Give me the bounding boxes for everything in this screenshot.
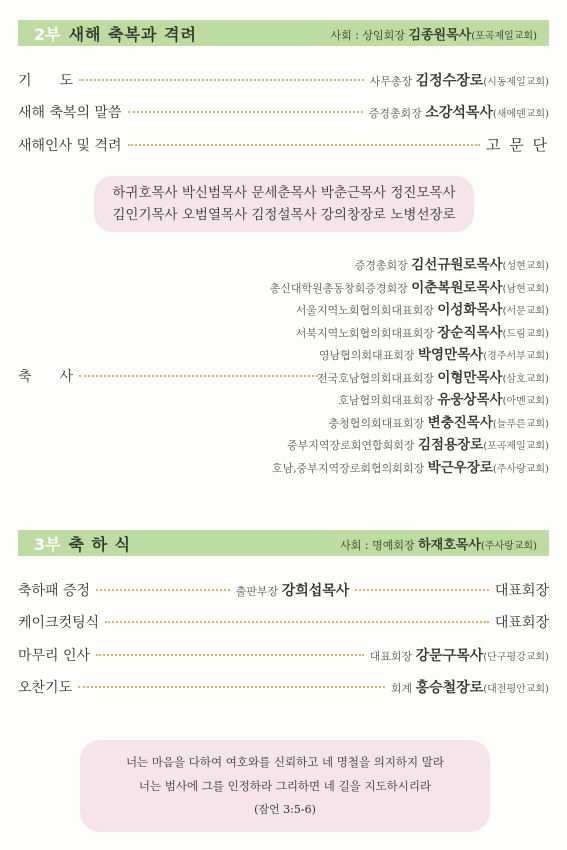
program-recipient: 대표회장 — [494, 583, 550, 599]
program-presenter: 출판부장 강희섭목사 — [235, 583, 350, 599]
program-row-blessing — [18, 102, 549, 122]
program-person: 회계 홍승철장로(대전평안교회) — [390, 680, 549, 696]
congrats-label: 축 사 — [18, 369, 74, 385]
program-recipient: 대표회장 — [494, 615, 549, 631]
list-item: 호남협의회대표회장 유웅상목사(아멘교회) — [338, 392, 549, 408]
congrats-list — [270, 254, 549, 479]
list-item: 증경총회장 김선규원로목사(성현교회) — [354, 257, 549, 273]
program-label: 마무리 인사 — [18, 648, 91, 664]
part2-emcee: 사회 : 상임회장 김종원목사(포곡제일교회) — [330, 27, 537, 43]
verse-reference: (잠언 3:5-6) — [254, 803, 316, 816]
verse-line: 너는 범사에 그를 인정하라 그리하면 네 길을 지도하시리라 — [138, 779, 432, 793]
program-row-closing — [18, 645, 549, 665]
leader-dots — [78, 686, 385, 688]
part3-emcee: 사회 : 명예회장 하재호목사(주사랑교회) — [340, 537, 537, 553]
part2-label: 2부 — [34, 24, 61, 44]
part3-label: 3부 — [34, 534, 61, 554]
leader-dots — [79, 79, 364, 81]
program-person: 증경총회장 소강석목사(새에덴교회) — [368, 105, 549, 121]
bible-verse-box — [80, 740, 490, 832]
list-item: 영남협의회대표회장 박영만목사(경주서부교회) — [318, 347, 549, 363]
part2-title: 새해 축복과 격려 — [68, 24, 197, 44]
list-item: 총신대학원총동창회증경회장 이춘복원로목사(남현교회) — [269, 279, 549, 296]
program-label: 축하패 증정 — [18, 583, 91, 599]
program-label: 새해인사 및 격려 — [18, 137, 122, 154]
leader-dots — [128, 111, 363, 113]
list-item: 중부지역장로회연합회회장 김점용장로(포곡제일교회) — [287, 437, 549, 453]
program-row-prayer — [18, 70, 549, 90]
part2-emcee-name: 김종원목사 — [408, 27, 472, 43]
list-item: 호남,중부지역장로회협의회회장 박근우장로(주사랑교회) — [271, 459, 549, 476]
program-label: 새해 축복의 말씀 — [18, 105, 122, 121]
program-label: 기 도 — [18, 73, 74, 89]
leader-dots — [96, 589, 230, 591]
leader-dots — [128, 144, 480, 146]
part2-header — [18, 20, 549, 46]
program-label: 오찬기도 — [18, 680, 73, 696]
program-person: 사무총장 김정수장로(시동제일교회) — [369, 73, 549, 89]
list-item: 충청협의회대표회장 변충진목사(늘푸른교회) — [328, 414, 549, 431]
advisors-line: 김인기목사 오범열목사 김정설목사 강의창장로 노병선장로 — [112, 207, 456, 223]
program-person: 대표회장 강문구목사(단구평강교회) — [369, 648, 549, 664]
program-row-lunch-prayer — [18, 677, 549, 697]
list-item: 서북지역노회협의회대표회장 장순직목사(드림교회) — [295, 324, 549, 341]
leader-dots — [96, 654, 364, 656]
part3-emcee-name: 하재호목사 — [418, 537, 481, 553]
leader-dots — [105, 621, 489, 623]
program-advisors: 고 문 단 — [485, 136, 549, 154]
leader-dots — [355, 589, 489, 591]
list-item: 전국호남협의회대표회장 이형만목사(삼호교회) — [316, 369, 549, 386]
program-row-plaque — [18, 580, 549, 600]
part3-header — [18, 530, 549, 556]
verse-line: 너는 마음을 다하여 여호와를 신뢰하고 네 명철을 의지하지 말라 — [125, 755, 445, 769]
program-label: 케이크컷팅식 — [18, 615, 100, 631]
advisors-box — [94, 176, 474, 232]
list-item: 서울지역노회협의회대표회장 이성화목사(서문교회) — [295, 302, 549, 318]
part3-title: 축 하 식 — [68, 534, 132, 554]
advisors-line: 하귀호목사 박신범목사 문세춘목사 박춘근목사 정진모목사 — [112, 185, 456, 201]
program-row-cake — [18, 612, 549, 632]
program-row-greeting — [18, 134, 549, 155]
